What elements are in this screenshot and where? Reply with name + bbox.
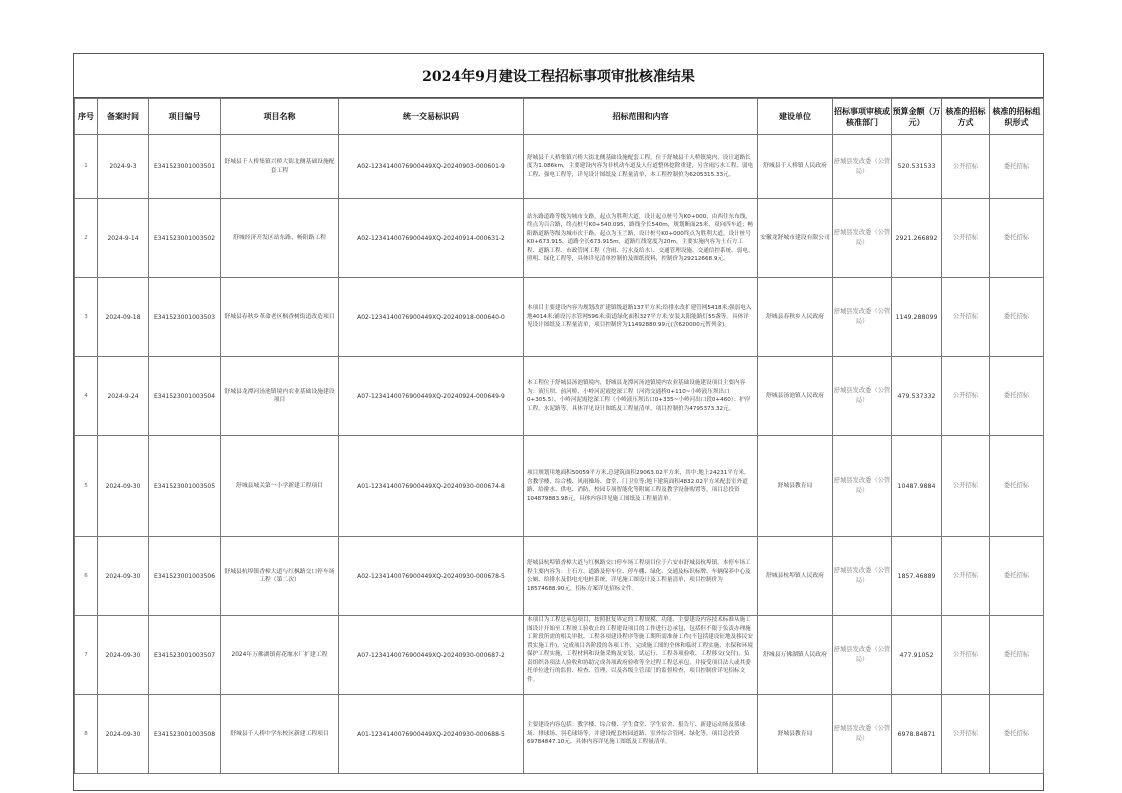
page-title: 2024年9月建设工程招标事项审批核准结果 (74, 54, 1043, 98)
row-org: 委托招标 (990, 695, 1044, 774)
row-dept: 舒城县发改委（公管局） (833, 616, 892, 695)
row-name: 舒城县龙潭河汤池镇境内农业基础设施建设项目 (221, 357, 339, 436)
row-amount: 1857.46889 (892, 537, 942, 616)
row-amount: 1149.288099 (892, 278, 942, 357)
row-unit: 舒城县教育局 (758, 436, 833, 537)
row-unit: 舒城县杭埠镇人民政府 (758, 537, 833, 616)
col-header-scope: 招标范围和内容 (524, 99, 758, 135)
table-row (75, 278, 1044, 357)
row-name: 舒城县千人桥集镇兴桥大街北侧基础设施配套工程 (221, 135, 339, 199)
row-scope: 项目规划用地面积50059平方米,总建筑面积29063.02平方米，其中:地上24231平方米，含教学楼、综合楼、风雨操场、食堂、门卫室等;地下建筑面积4832.02平方米配套室外道路、给排水、供电、消防、校园专项智能化等附属工程及教学设备购置等，项目总投资104879883.98元，具体内容详见施工图纸及工程量清单。 (524, 436, 758, 537)
row-unit: 舒城县春秋乡人民政府 (758, 278, 833, 357)
col-header-name: 项目名称 (221, 99, 339, 135)
row-index: 4 (75, 357, 98, 436)
row-scope (524, 616, 758, 695)
row-date: 2024-09-30 (98, 436, 149, 537)
row-org: 委托招标 (990, 436, 1044, 537)
row-code: E341523001003508 (149, 695, 221, 774)
row-org: 委托招标 (990, 616, 1044, 695)
row-unit: 安徽龙舒城市建设有限公司 (758, 199, 833, 278)
row-amount: 2921.266892 (892, 199, 942, 278)
row-org: 委托招标 (990, 199, 1044, 278)
row-org: 委托招标 (990, 278, 1044, 357)
row-method: 公开招标 (942, 357, 990, 436)
row-code: E341523001003505 (149, 436, 221, 537)
row-org: 委托招标 (990, 135, 1044, 199)
row-amount: 477.91052 (892, 616, 942, 695)
row-code: E341523001003501 (149, 135, 221, 199)
table-row (75, 616, 1044, 695)
table-row (75, 537, 1044, 616)
row-method: 公开招标 (942, 135, 990, 199)
row-index: 1 (75, 135, 98, 199)
row-dept: 舒城县发改委（公管局） (833, 436, 892, 537)
row-index: 6 (75, 537, 98, 616)
row-date: 2024-09-18 (98, 278, 149, 357)
row-dept: 舒城县发改委（公管局） (833, 135, 892, 199)
row-method: 公开招标 (942, 199, 990, 278)
row-date: 2024-09-30 (98, 695, 149, 774)
row-date: 2024-09-30 (98, 537, 149, 616)
scope-text: 本项目为工程总承包项目，按照批复界定的工程规模、功能、主要建设内容技术标准从施工图设计开始至工程竣工验收止的工程建设项目的工作进行总承包，包括但不限于负责办理施工阶段所需的相关审批、工程各项建设程序等施工期所需准备工作(不包括建设征地及移民安置实施工作)，完成项目各阶段的各项工作，完成施工图的全体和临时工程实施、水保和环境保护工程实施，工程材料和设备采购及安装、试运行、工程各项验收、工程移交(交付)，负责组织各项法人验收和协助完成各项政府验收等全过程工程总承包，并接受项目法人或其委托单位进行的监督、检查、管理，以及各级主管部门的监督检查，项目控制价详见招标文件。 (527, 617, 753, 683)
row-scope: 舒城县千人桥集镇兴桥大街北侧基础设施配套工程，位于舒城县千人桥镇境内，设计道路长度为1.086km，主要建设内容为非机动车道及人行道整体挖除重建，另含雨污水工程、弱电工程、强电工程等，详见设计图纸及工程量清单，本工程控制价为6205315.33元。 (524, 135, 758, 199)
row-unit: 舒城县万佛湖镇人民政府 (758, 616, 833, 695)
row-scope: 本项目主要建设内容为规划改扩建镇级道路137平方米;给排水改扩建管网5418米;强弱电入地4014米;铺设污水管网596米;街道绿化面积327平方米;安装太阳能路灯55盏等。具体详见设计图纸及工程量清单，项目控制价为11492880.99元(含620000元暂列金)。 (524, 278, 758, 357)
row-dept: 舒城县发改委（公管局） (833, 695, 892, 774)
col-header-dept: 招标事项审核或核准部门 (833, 99, 892, 135)
row-dept: 舒城县发改委（公管局） (833, 278, 892, 357)
row-code: E341523001003502 (149, 199, 221, 278)
row-code: E341523001003504 (149, 357, 221, 436)
row-index: 2 (75, 199, 98, 278)
row-amount: 479.537332 (892, 357, 942, 436)
table-row (75, 436, 1044, 537)
row-index: 7 (75, 616, 98, 695)
row-date: 2024-9-3 (98, 135, 149, 199)
row-trade-id: A01-1234140076900449XQ-20240930-000674-8 (339, 436, 524, 537)
row-dept: 舒城县发改委（公管局） (833, 199, 892, 278)
row-scope: 站东路道路等级为城市支路，起点为胜利大道，设计起点桩号为K0+000，由西往东布线，终点为百合路，终点桩号K0+540.095，路线全长540m，规划断面25米，双向四车道；畅阳路道路等级为城市次干路，起点为玉兰路，设计桩号K0+000终点为胜利大道，设计桩号K0+673.915，道路全长673.915m，道路红线宽度为20m。主要实施内容为土石方工程、道路工程、市政管网工程（含雨、污水及给水）、交通管理设施、交通信控系统、弱电、照明、绿化工程等，具体详见清单控制价及图纸资料，控制价为29212668.9元。 (524, 199, 758, 278)
row-code: E341523001003503 (149, 278, 221, 357)
col-header-date: 备案时间 (98, 99, 149, 135)
header-row (75, 99, 1044, 135)
row-amount: 10487.9884 (892, 436, 942, 537)
row-date: 2024-9-24 (98, 357, 149, 436)
row-scope: 主要建设内容包括：教学楼、综合楼、学生食堂、学生宿舍、报告厅、新建运动场及篮球场、排球场、羽毛球场等，并建设配套校园道路、室外综合管网、绿化等，项目总投资69784847.10元，具体内容详见施工图纸及工程量清单。 (524, 695, 758, 774)
row-unit: 舒城县教育局 (758, 695, 833, 774)
row-method: 公开招标 (942, 278, 990, 357)
row-trade-id: A02-1234140076900449XQ-20240918-000640-0 (339, 278, 524, 357)
row-name: 舒城经济开发区站东路、畅阳路工程 (221, 199, 339, 278)
row-scope: 舒城县杭埠镇香樟大道与红枫路交口停车场工程项目位于六安市舒城县杭埠镇。本停车场工程主要内容为：土石方、道路及停车位、停车棚、绿化、交通及标识标牌、车辆保养中心及公厕、给排水及供电充电桩系统，详见施工图设计及工程量清单，项目控制价为18574688.90元，招标方案详见招标文件。 (524, 537, 758, 616)
approval-results-sheet (73, 53, 1044, 791)
row-date: 2024-09-30 (98, 616, 149, 695)
row-amount: 6978.84871 (892, 695, 942, 774)
row-trade-id: A02-1234140076900449XQ-20240930-000678-5 (339, 537, 524, 616)
row-index: 5 (75, 436, 98, 537)
row-trade-id: A01-1234140076900449XQ-20240930-000688-5 (339, 695, 524, 774)
col-header-method: 核准的招标方式 (942, 99, 990, 135)
row-method: 公开招标 (942, 537, 990, 616)
row-date: 2024-9-14 (98, 199, 149, 278)
row-unit: 舒城县千人桥镇人民政府 (758, 135, 833, 199)
row-code: E341523001003507 (149, 616, 221, 695)
table-row (75, 357, 1044, 436)
col-header-org: 核准的招标组织形式 (990, 99, 1044, 135)
col-header-unit: 建设单位 (758, 99, 833, 135)
row-scope: 本工程位于舒城县汤池镇境内，舒城县龙潭河汤池镇境内农业基础设施建设项目主要内容为：液压坝、前河桥、小岭河泥霞挖深工程（河湾交通桥0+110~小岭液压坝出口0+305.5）、小岭河泥霞挖深工程（小岭液压坝出口0+335~小岭河出口段0+460）；护岸工程、水泥路等，具体详见设计图纸及工程量清单，项目控制价为4795373.32元。 (524, 357, 758, 436)
table-row (75, 199, 1044, 278)
table-row (75, 135, 1044, 199)
row-code: E341523001003506 (149, 537, 221, 616)
col-header-index: 序号 (75, 99, 98, 135)
results-table (74, 98, 1044, 774)
col-header-trade-id: 统一交易标识码 (339, 99, 524, 135)
row-name: 舒城县千人桥中学东校区新建工程项目 (221, 695, 339, 774)
row-method: 公开招标 (942, 695, 990, 774)
row-dept: 舒城县发改委（公管局） (833, 357, 892, 436)
row-name: 舒城县城关第一小学新建工程项目 (221, 436, 339, 537)
row-trade-id: A07-1234140076900449XQ-20240930-000687-2 (339, 616, 524, 695)
col-header-amount: 预算金额（万元） (892, 99, 942, 135)
row-trade-id: A02-1234140076900449XQ-20240903-000601-9 (339, 135, 524, 199)
row-dept: 舒城县发改委（公管局） (833, 537, 892, 616)
row-index: 3 (75, 278, 98, 357)
row-name: 2024年万佛湖镇荷花堰水厂扩建工程 (221, 616, 339, 695)
row-index: 8 (75, 695, 98, 774)
row-method: 公开招标 (942, 436, 990, 537)
col-header-code: 项目编号 (149, 99, 221, 135)
row-name: 舒城县杭埠镇香樟大道与红枫路交口停车场工程（第二次） (221, 537, 339, 616)
row-name: 舒城县春秋乡革命老区枫香树街道改造项目 (221, 278, 339, 357)
row-unit: 舒城县汤池镇人民政府 (758, 357, 833, 436)
row-org: 委托招标 (990, 357, 1044, 436)
row-amount: 520.531533 (892, 135, 942, 199)
row-trade-id: A07-1234140076900449XQ-20240924-000649-9 (339, 357, 524, 436)
row-trade-id: A02-1234140076900449XQ-20240914-000631-2 (339, 199, 524, 278)
table-row (75, 695, 1044, 774)
row-org: 委托招标 (990, 537, 1044, 616)
row-method: 公开招标 (942, 616, 990, 695)
